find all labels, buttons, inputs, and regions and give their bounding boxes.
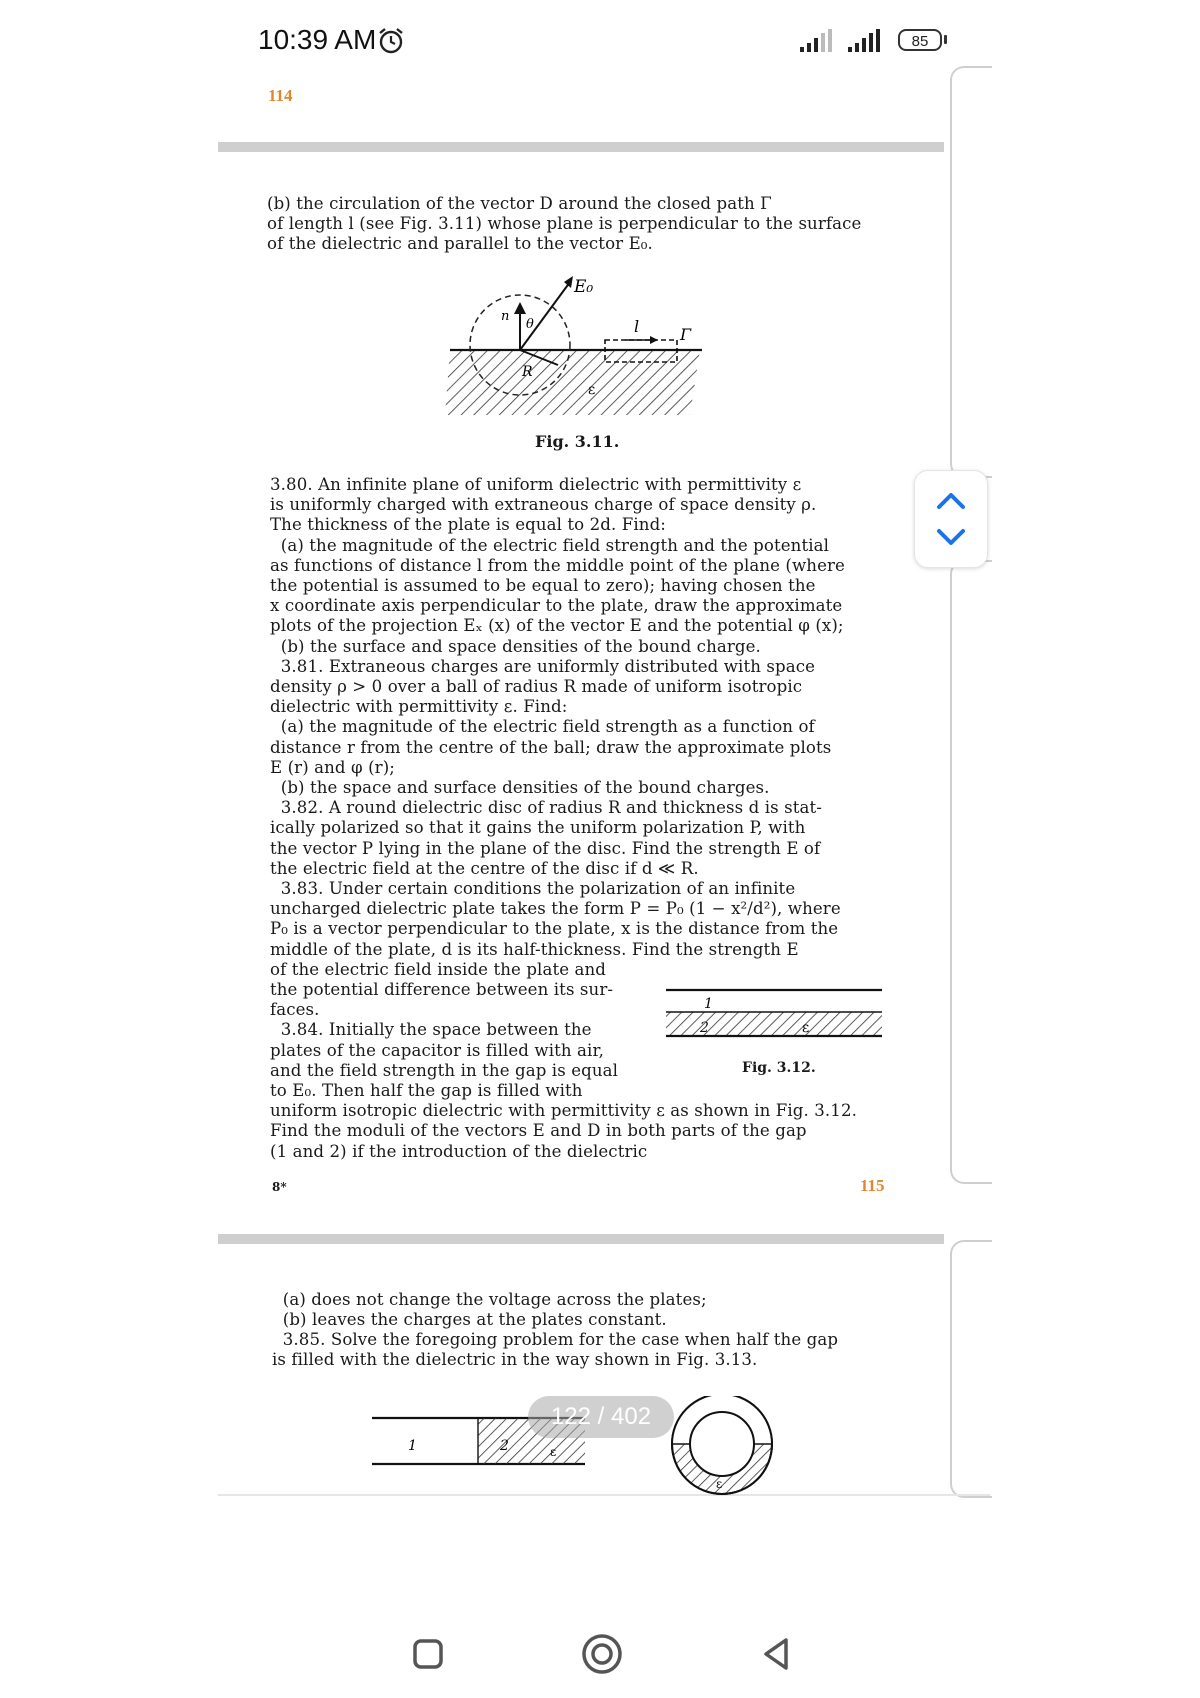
problem-text-line: plates of the capacitor is filled with air, — [270, 1040, 605, 1060]
dielectric-region — [445, 350, 700, 415]
circle-home-icon[interactable] — [578, 1630, 626, 1678]
problem-text-line: of the dielectric and parallel to the vector E₀. — [267, 234, 653, 253]
problem-text-line: ically polarized so that it gains the uniform polarization P, with — [270, 818, 806, 838]
page-divider — [218, 1234, 944, 1244]
battery-tip — [944, 35, 947, 44]
gamma-label: Γ — [680, 325, 692, 344]
problem-text-line: distance r from the centre of the ball; draw the approximate plots — [270, 737, 832, 757]
page-nav-pill — [914, 470, 988, 568]
page-frame-edge — [950, 560, 992, 1184]
problem-text-line: as functions of distance l from the middle point of the plane (where — [270, 555, 845, 575]
status-time: 10:39 AM — [258, 24, 377, 55]
signal-bars-icon — [848, 28, 894, 54]
problem-text-line: E (r) and φ (r); — [270, 757, 395, 777]
problem-text-line: (1 and 2) if the introduction of the dielectric — [270, 1141, 648, 1161]
n-label: n — [501, 309, 510, 324]
problem-text-line: is uniformly charged with extraneous charge of space density ρ. — [270, 495, 817, 515]
problem-text-line: 3.83. Under certain conditions the polarization of an infinite — [270, 879, 796, 898]
problem-text-line: the vector P lying in the plane of the disc. Find the strength E of — [270, 838, 821, 858]
problem-text-line: (b) the circulation of the vector D around the closed path Γ — [267, 194, 772, 213]
eps-label: ε — [802, 1020, 810, 1036]
page-divider — [218, 142, 944, 152]
signal-bars-icon — [800, 28, 846, 54]
problem-text-line: The thickness of the plate is equal to 2d. Find: — [270, 515, 667, 535]
problem-text-line: to E₀. Then half the gap is filled with — [270, 1081, 583, 1100]
e0-vector — [520, 282, 570, 350]
problem-text-line: (a) does not change the voltage across the plates; — [272, 1290, 707, 1309]
problem-text-line: (b) leaves the charges at the plates constant. — [272, 1310, 667, 1329]
r-label: R — [522, 364, 533, 380]
problem-text-line: (a) the magnitude of the electric field strength as a function of — [270, 717, 815, 737]
signature-mark: 8* — [272, 1180, 287, 1194]
figure-3-11 — [440, 270, 710, 420]
problem-text-line: 3.82. A round dielectric disc of radius R and thickness d is stat- — [270, 798, 823, 818]
problem-text-line: P₀ is a vector perpendicular to the plate, x is the distance from the — [270, 919, 839, 939]
region-1-label: 1 — [704, 996, 713, 1012]
problem-text-line: uncharged dielectric plate takes the form P = P₀ (1 − x²/d²), where — [270, 899, 841, 919]
status-bar — [0, 0, 1200, 80]
dielectric-half — [666, 1012, 882, 1036]
problem-text-line: is filled with the dielectric in the way shown in Fig. 3.13. — [272, 1350, 758, 1369]
alarm-clock-icon — [376, 26, 406, 56]
problem-text-line: the potential difference between its sur- — [270, 980, 614, 999]
problem-text-line: (a) the magnitude of the electric field strength and the potential — [270, 535, 830, 555]
figure-3-12 — [664, 984, 884, 1044]
chevron-down-icon[interactable] — [933, 523, 969, 553]
problem-text-line: the electric field at the centre of the disc if d ≪ R. — [270, 858, 699, 878]
chevron-up-icon[interactable] — [933, 485, 969, 515]
problem-text-line: 3.81. Extraneous charges are uniformly distributed with space — [270, 656, 816, 676]
problem-text-line: x coordinate axis perpendicular to the plate, draw the approximate — [270, 596, 843, 616]
problem-text-line: the potential is assumed to be equal to zero); having chosen the — [270, 576, 816, 595]
figure-caption: Fig. 3.11. — [535, 432, 620, 451]
region-2-label: 2 — [700, 1020, 709, 1036]
l-label: l — [634, 317, 640, 336]
problem-text-line: of length l (see Fig. 3.11) whose plane is perpendicular to the surface — [267, 214, 862, 233]
eps-label: ε — [588, 382, 596, 398]
theta-label: θ — [526, 317, 534, 332]
problem-text-line: of the electric field inside the plate and — [270, 959, 607, 979]
problem-text-line: dielectric with permittivity ε. Find: — [270, 697, 568, 717]
square-recents-icon[interactable] — [404, 1630, 452, 1678]
region-1-label: 1 — [408, 1438, 417, 1454]
region-2-label: 2 — [500, 1438, 509, 1454]
battery-indicator: 85 — [898, 29, 942, 51]
triangle-back-icon[interactable] — [752, 1630, 800, 1678]
problem-text-line: middle of the plate, d is its half-thickness. Find the strength E — [270, 939, 799, 959]
eps-ring-label: ε — [716, 1477, 723, 1491]
problem-text-line: and the field strength in the gap is equal — [270, 1060, 619, 1080]
page-number: 114 — [268, 86, 293, 105]
eps-label: ε — [550, 1445, 557, 1459]
problem-text-line: uniform isotropic dielectric with permittivity ε as shown in Fig. 3.12. — [270, 1101, 857, 1121]
e0-label: E₀ — [574, 277, 594, 297]
page-frame-edge — [950, 66, 992, 478]
problem-text-line: faces. — [270, 1000, 320, 1020]
problem-text-line: (b) the space and surface densities of the bound charges. — [270, 778, 770, 797]
problem-text-line: (b) the surface and space densities of the bound charge. — [270, 636, 761, 656]
problem-text-line: 3.80. An infinite plane of uniform dielectric with permittivity ε — [270, 475, 802, 494]
page-frame-edge — [950, 1240, 992, 1498]
page-indicator: 122 / 402 — [528, 1396, 674, 1438]
problem-text-line: 3.84. Initially the space between the — [270, 1020, 592, 1040]
problem-text-line: plots of the projection Eₓ (x) of the vector E and the potential φ (x); — [270, 616, 844, 636]
figure-caption: Fig. 3.12. — [742, 1060, 816, 1076]
page-number: 115 — [860, 1176, 885, 1195]
problem-text-line: 3.85. Solve the foregoing problem for the case when half the gap — [272, 1330, 839, 1349]
problem-text-line: Find the moduli of the vectors E and D in both parts of the gap — [270, 1121, 807, 1141]
problem-text-line: density ρ > 0 over a ball of radius R made of uniform isotropic — [270, 677, 803, 696]
